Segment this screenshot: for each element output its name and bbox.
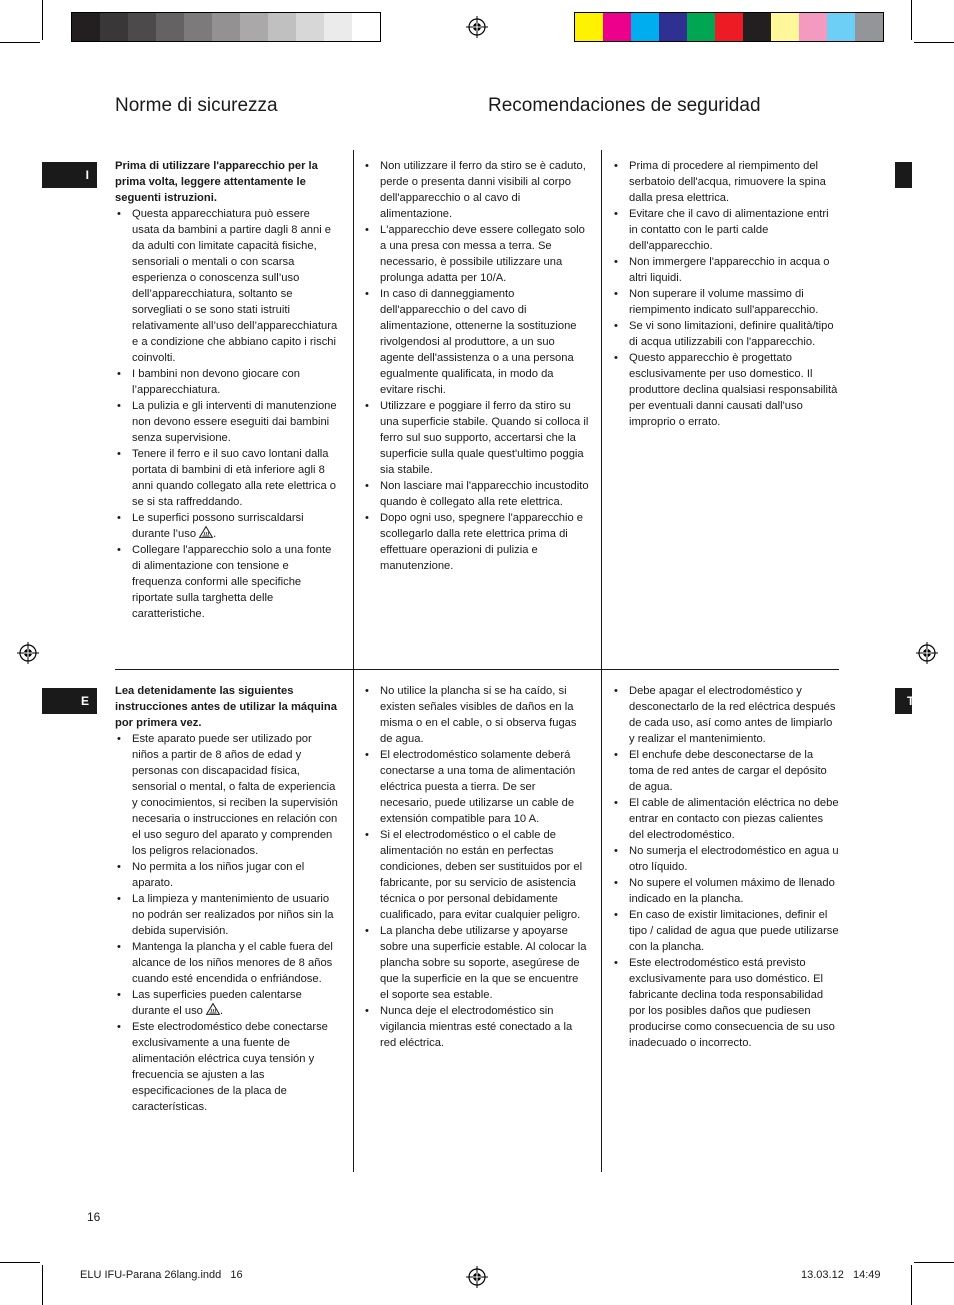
intro-text: Lea detenidamente las siguientes instrucciones antes de utilizar la máquina por primera vez. [115,685,337,729]
list-item: • No utilice la plancha si se ha caído, si existen señales visibles de daños en la misma o en el cable, o si observa fugas de agua. [363,683,589,747]
list-item: • La pulizia e gli interventi di manutenzione non devono essere eseguiti dai bambini senza supervisione. [115,398,338,446]
bullet-list [115,731,338,1115]
list-item: • L'apparecchio deve essere collegato solo a una presa con messa a terra. Se necessario, è possibile utilizzare una prolunga adatta per 10/A. [363,222,589,286]
italian-column-3 [612,158,840,430]
list-item: • Mantenga la plancha y el cable fuera del alcance de los niños menores de 8 años cuando esté encendida o enfriándose. [115,939,338,987]
color-bar-frame [574,12,884,42]
list-item: • Non utilizzare il ferro da stiro se è caduto, perde o presenta danni visibili al corpo dell'apparecchio o al cavo di alimentazione. [363,158,589,222]
list-item: • Non lasciare mai l'apparecchio incustodito quando è collegato alla rete elettrica. [363,478,589,510]
list-item: • La limpieza y mantenimiento de usuario no podrán ser realizados por niños sin la debida supervisión. [115,891,338,939]
crop-mark [42,1265,43,1305]
list-item: • Utilizzare e poggiare il ferro da stiro su una superficie stabile. Quando si colloca il ferro sul suo supporto, accertarsi che la superficie sulla quale quest'ultimo poggia sia stabile. [363,398,589,478]
list-item: • No supere el volumen máximo de llenado indicado en la plancha. [612,875,840,907]
list-item: • Non immergere l'apparecchio in acqua o altri liquidi. [612,254,840,286]
column-divider [601,670,602,1172]
crop-mark [911,1265,912,1305]
list-item: • En caso de existir limitaciones, definir el tipo / calidad de agua que puede utilizarse con la plancha. [612,907,840,955]
file-name: ELU IFU-Parana 26lang.indd 16 [80,1269,243,1281]
page-number: 16 [87,1210,101,1224]
list-item: • El cable de alimentación eléctrica no debe entrar en contacto con piezas calientes del electrodoméstico. [612,795,840,843]
section-divider [115,669,839,670]
crop-mark [914,1262,954,1263]
list-item: • Nunca deje el electrodoméstico sin vigilancia mientras esté conectado a la red eléctrica. [363,1003,589,1051]
list-item: • I bambini non devono giocare con l’apparecchiatura. [115,366,338,398]
language-tab-italian: I [42,162,97,188]
list-item: • Le superfici possono surriscaldarsi durante l’uso . [115,510,338,542]
spanish-column-3 [612,683,840,1051]
hot-surface-warning-icon [199,526,213,538]
registration-mark-icon [466,1266,488,1288]
list-item: • Este aparato puede ser utilizado por niños a partir de 8 años de edad y personas con discapacidad física, sensorial o mental, o falta de experiencia y conocimientos, si reciben la supervisión necesaria o instrucciones en relación con el uso seguro del aparato y comprenden los peligros relacionados. [115,731,338,859]
list-item: • Questo apparecchio è progettato esclusivamente per uso domestico. Il produttore declina qualsiasi responsabilità per eventuali danni causati dall'uso improprio o errato. [612,350,840,430]
bullet-list [612,158,840,430]
crop-mark [914,42,954,43]
registration-mark-icon [17,642,39,664]
list-item: • Si el electrodoméstico o el cable de alimentación no están en perfectas condiciones, deben ser sustituidos por el fabricante, por su servicio de asistencia técnica o por personal debidamente cualificado, para evitar cualquier peligro. [363,827,589,923]
crop-mark [42,0,43,40]
italian-column-2 [363,158,589,574]
column-divider [353,670,354,1172]
language-tab-right [895,162,912,188]
column-divider [353,150,354,670]
language-tab-spanish: E [42,688,97,714]
column-divider [601,150,602,670]
spanish-column-1 [115,683,338,1115]
bullet-list [363,158,589,574]
crop-mark [911,0,912,40]
language-tab-right-spanish: T [895,688,912,714]
bullet-list [363,683,589,1051]
page-title-italian: Norme di sicurezza [115,95,278,116]
crop-mark [0,42,40,43]
list-item: • No permita a los niños jugar con el aparato. [115,859,338,891]
list-item: • Non superare il volume massimo di riempimento indicato sull'apparecchio. [612,286,840,318]
italian-column-1 [115,158,338,622]
color-bar-frame [71,12,381,42]
crop-mark [0,1262,40,1263]
list-item: • Debe apagar el electrodoméstico y desconectarlo de la red eléctrica después de cada uso, así como antes de limpiarlo y realizar el mantenimiento. [612,683,840,747]
bullet-list [612,683,840,1051]
spanish-column-2 [363,683,589,1051]
list-item: • Collegare l'apparecchio solo a una fonte di alimentazione con tensione e frequenza conformi alle specifiche riportate sulla targhetta delle caratteristiche. [115,542,338,622]
page-title-spanish: Recomendaciones de seguridad [488,95,761,116]
list-item: • Tenere il ferro e il suo cavo lontani dalla portata di bambini di età inferiore agli 8 anni quando collegato alla rete elettrica o se si sta raffreddando. [115,446,338,510]
list-item: • El enchufe debe desconectarse de la toma de red antes de cargar el depósito de agua. [612,747,840,795]
list-item: • Se vi sono limitazioni, definire qualità/tipo di acqua utilizzabili con l'apparecchio. [612,318,840,350]
list-item: • Evitare che il cavo di alimentazione entri in contatto con le parti calde dell'apparecchio. [612,206,840,254]
intro-text: Prima di utilizzare l'apparecchio per la prima volta, leggere attentamente le seguenti istruzioni. [115,160,318,204]
list-item: • Las superficies pueden calentarse durante el uso . [115,987,338,1019]
list-item: • Este electrodoméstico está previsto exclusivamente para uso doméstico. El fabricante declina toda responsabilidad por los posibles daños que pudiesen producirse como consecuencia de su uso inadecuado o incorrecto. [612,955,840,1051]
list-item: • La plancha debe utilizarse y apoyarse sobre una superficie estable. Al colocar la plancha sobre su soporte, asegúrese de que la superficie en la que se encuentre el soporte sea estable. [363,923,589,1003]
timestamp: 13.03.12 14:49 [801,1269,881,1281]
list-item: • Este electrodoméstico debe conectarse exclusivamente a una fuente de alimentación eléctrica cuya tensión y frecuencia se ajusten a las especificaciones de la placa de características. [115,1019,338,1115]
list-item: • Dopo ogni uso, spegnere l'apparecchio e scollegarlo dalla rete elettrica prima di effettuare operazioni di pulizia e manutenzione. [363,510,589,574]
list-item: • Prima di procedere al riempimento del serbatoio dell'acqua, rimuovere la spina dalla presa elettrica. [612,158,840,206]
registration-mark-icon [916,642,938,664]
list-item: • In caso di danneggiamento dell'apparecchio o del cavo di alimentazione, ottenerne la sostituzione rivolgendosi al produttore, a un suo agente dell'assistenza o a una persona egualmente qualificata, in modo da evitare rischi. [363,286,589,398]
registration-mark-icon [466,16,488,38]
list-item: • No sumerja el electrodoméstico en agua u otro líquido. [612,843,840,875]
list-item: • Questa apparecchiatura può essere usata da bambini a partire dagli 8 anni e da adulti con limitate capacità fisiche, sensoriali o mentali o con scarsa esperienza o conoscenza sull’uso dell’apparecchiatura, soltanto se sorvegliati o se sono stati istruiti relativamente all’uso dell’apparecchiatura e a condizione che abbiano capito i rischi coinvolti. [115,206,338,366]
bullet-list [115,206,338,622]
list-item: • El electrodoméstico solamente deberá conectarse a una toma de alimentación eléctrica puesta a tierra. De ser necesario, puede utilizarse un cable de extensión compatible para 10 A. [363,747,589,827]
hot-surface-warning-icon [206,1003,220,1015]
